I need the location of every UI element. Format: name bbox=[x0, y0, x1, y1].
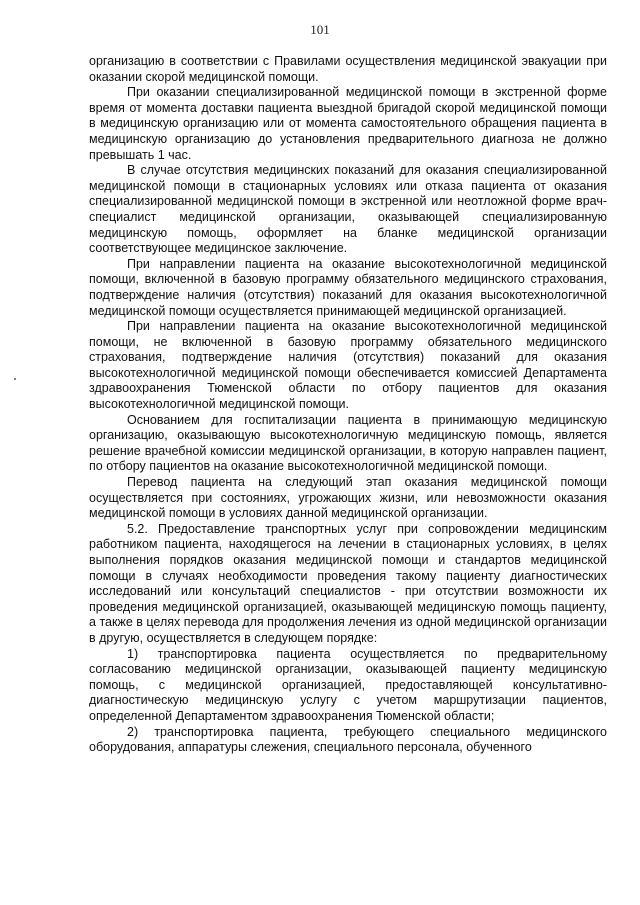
paragraph: Перевод пациента на следующий этап оказания медицинской помощи осуществляется при состояниях, угрожающих жизни, или невозможности оказания медицинской помощи в условиях данной медицинской организации. bbox=[89, 475, 607, 521]
paragraph: При оказании специализированной медицинской помощи в экстренной форме время от момента доставки пациента выездной бригадой скорой медицинской помощи в медицинскую организацию или от момента самостоятельного обращения пациента в медицинскую организацию до установления предварительного диагноза не должно превышать 1 час. bbox=[89, 85, 607, 162]
scan-mark-dot bbox=[14, 378, 16, 380]
page-number: 101 bbox=[310, 22, 330, 37]
paragraph: 1) транспортировка пациента осуществляется по предварительному согласованию медицинской организации, оказывающей пациенту медицинскую помощь, с медицинской организацией, предоставляющей консультативно-диагностическую медицинскую услугу с учетом маршрутизации пациентов, определенной Департаментом здравоохранения Тюменской области; bbox=[89, 646, 607, 723]
paragraph: При направлении пациента на оказание высокотехнологичной медицинской помощи, не включенной в базовую программу обязательного медицинского страхования, подтверждение наличия (отсутствия) показаний для оказания высокотехнологичной медицинской помощи обеспечивается комиссией Департамента здравоохранения Тюменской области по отбору пациентов для оказания высокотехнологичной медицинской помощи. bbox=[89, 319, 607, 412]
paragraph: При направлении пациента на оказание высокотехнологичной медицинской помощи, включенной в базовую программу обязательного медицинского страхования, подтверждение наличия (отсутствия) показаний для оказания высокотехнологичной медицинской помощи осуществляется принимающей медицинской организацией. bbox=[89, 256, 607, 318]
paragraph: организацию в соответствии с Правилами осуществления медицинской эвакуации при оказании скорой медицинской помощи. bbox=[89, 54, 607, 84]
paragraph: В случае отсутствия медицинских показаний для оказания специализированной медицинской помощи в стационарных условиях или отказа пациента от оказания специализированной медицинской помощи в экстренной или неотложной форме врач-специалист медицинской организации, оказывающей специализированную медицинскую помощь, оформляет на бланке медицинской организации соответствующее медицинское заключение. bbox=[89, 163, 607, 256]
document-body bbox=[89, 54, 607, 756]
paragraph: Основанием для госпитализации пациента в принимающую медицинскую организацию, оказывающую высокотехнологичную медицинскую помощь, является решение врачебной комиссии медицинской организации, в которую направлен пациент, по отбору пациентов на оказание высокотехнологичной медицинской помощи. bbox=[89, 412, 607, 474]
paragraph: 2) транспортировка пациента, требующего специального медицинского оборудования, аппаратуры слежения, специального персонала, обученного bbox=[89, 724, 607, 755]
paragraph: 5.2. Предоставление транспортных услуг при сопровождении медицинским работником пациента, находящегося на лечении в стационарных условиях, в целях выполнения порядков оказания медицинской помощи и стандартов медицинской помощи в случаях необходимости проведения такому пациенту диагностических исследований или консультаций специалистов - при отсутствии возможности их проведения медицинской организацией, оказывающей медицинскую помощь пациенту, а также в целях перевода для продолжения лечения из одной медицинской организации в другую, осуществляется в следующем порядке: bbox=[89, 521, 607, 645]
